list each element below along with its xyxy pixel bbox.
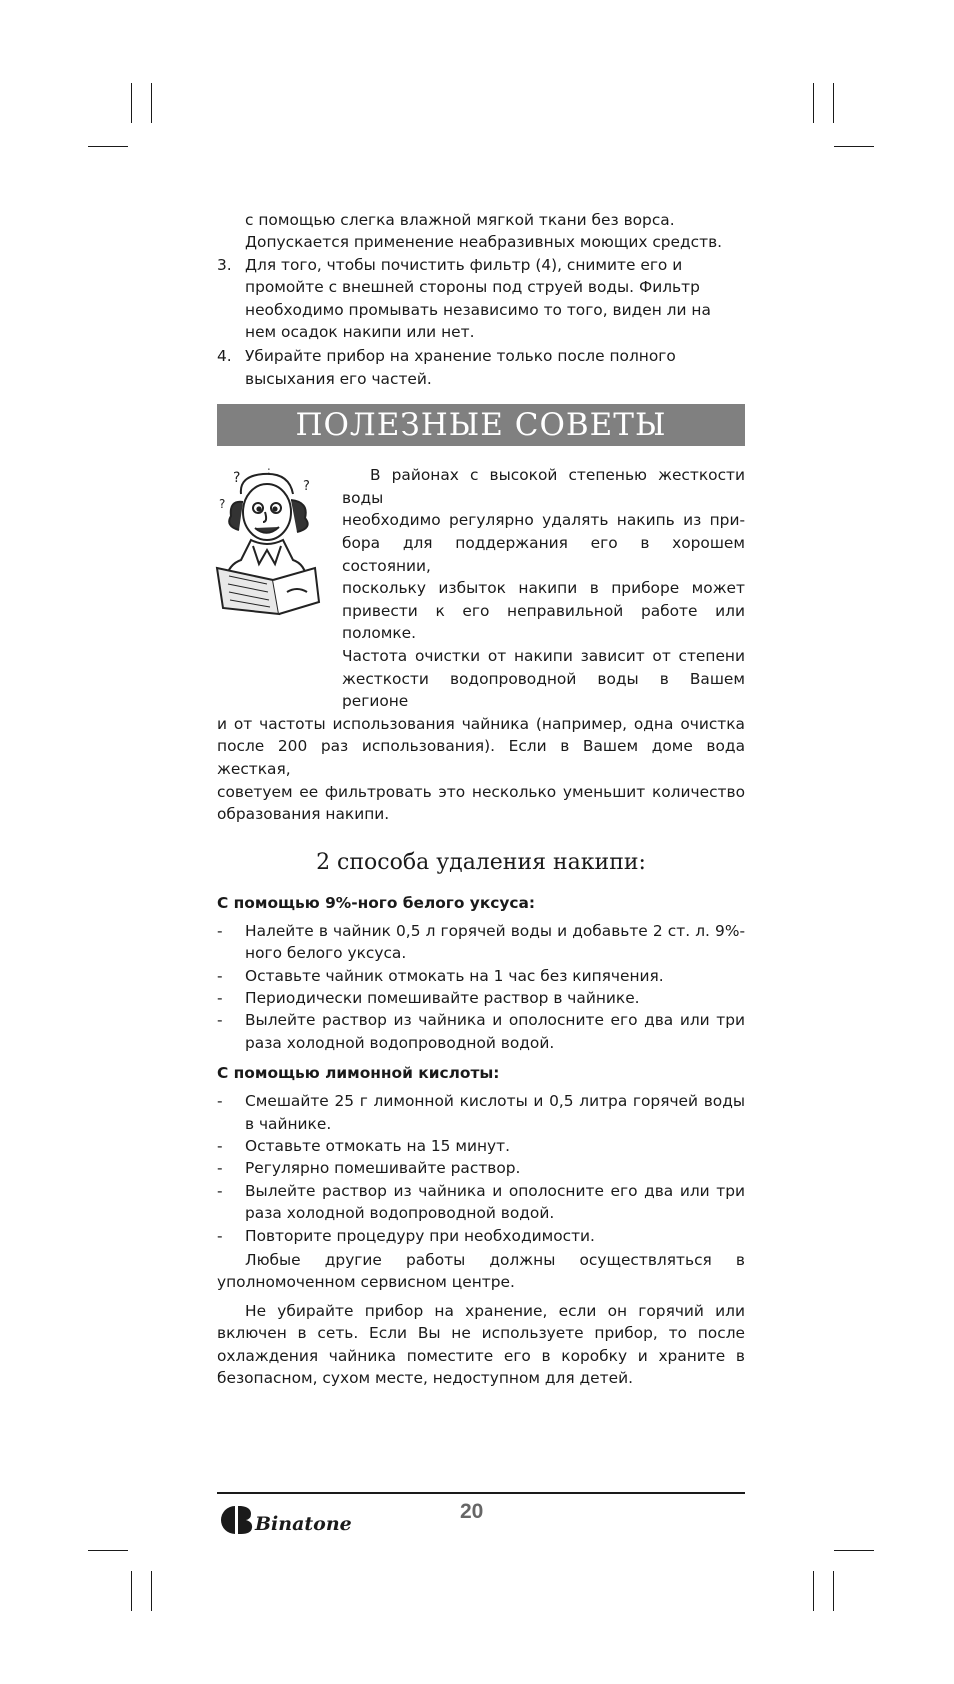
text-line: нем осадок накипи или нет. [245, 323, 475, 342]
crop-mark [833, 83, 834, 123]
paragraph: Любые другие работы должны осуществляться в уполномоченном сервисном центре. [217, 1251, 745, 1292]
method-heading: С помощью лимонной кислоты: [217, 1064, 500, 1083]
list-item: - Повторите процедуру при необходимости. [217, 1226, 595, 1245]
svg-text:?: ? [219, 497, 226, 512]
text-line: жесткости водопроводной воды в Вашем регионе [342, 669, 745, 711]
svg-text:?: ? [303, 479, 310, 495]
list-item: - Оставьте чайник отмокать на 1 час без кипячения. [217, 966, 664, 985]
text-line: необходимо регулярно удалять накипь из при- [342, 511, 745, 530]
crop-mark [88, 146, 128, 147]
text-line: после 200 раз использования). Если в Вашем доме вода жесткая, [217, 737, 745, 778]
logo-text: Binatone [255, 1513, 352, 1535]
numbered-item [217, 345, 745, 390]
text-line: В районах с высокой степенью жесткости воды [342, 466, 745, 507]
method-list [217, 1090, 745, 1247]
list-item: - Налейте в чайник 0,5 л горячей воды и добавьте 2 ст. л. 9%-ного белого уксуса. [217, 921, 745, 963]
crop-mark [131, 1571, 132, 1611]
item-number: 3. [217, 255, 232, 274]
continuation-text [217, 209, 745, 254]
crop-mark [151, 1571, 152, 1611]
text-line: высыхания его частей. [245, 369, 432, 388]
list-item: - Оставьте отмокать на 15 минут. [217, 1137, 511, 1155]
text-line: Для того, чтобы почистить фильтр (4), снимите его и [245, 255, 683, 274]
binatone-logo [217, 1502, 357, 1538]
list-item: - Регулярно помешивайте раствор. [217, 1159, 521, 1178]
text-line: Допускается применение неабразивных моющих средств. [245, 233, 723, 252]
text-line: привести к его неправильной работе или поломке. [342, 601, 745, 643]
tip-block [217, 464, 745, 826]
crop-mark [813, 1571, 814, 1611]
text-line: необходимо промывать независимо то того, виден ли на [245, 300, 711, 319]
method-list [217, 920, 745, 1054]
reading-man-illustration [211, 464, 331, 624]
text-line: с помощью слегка влажной мягкой ткани без ворса. [245, 211, 675, 229]
text-line: Частота очистки от накипи зависит от степени [342, 647, 745, 665]
text-line: советуем ее фильтровать это несколько уменьшит количество [217, 782, 745, 801]
section-banner: ПОЛЕЗНЫЕ СОВЕТЫ [217, 404, 745, 446]
crop-mark [834, 146, 874, 147]
list-item: - Смешайте 25 г лимонной кислоты и 0,5 литра горячей воды в чайнике. [217, 1092, 745, 1133]
subheading: 2 способа удаления накипи: [316, 849, 646, 875]
paragraph: Не убирайте прибор на хранение, если он горячий или включен в сеть. Если Вы не используете прибор, то после охлаждения чайника поместите его в коробку и храните в безопасном, сухом месте, недоступном для детей. [217, 1301, 745, 1388]
crop-mark [834, 1550, 874, 1551]
crop-mark [131, 83, 132, 123]
list-item: - Периодически помешивайте раствор в чайнике. [217, 988, 640, 1007]
text-line: образования накипи. [217, 805, 390, 824]
crop-mark [88, 1550, 128, 1551]
text-line: поскольку избыток накипи в приборе может [342, 579, 745, 598]
item-number: 4. [217, 347, 232, 366]
list-item: - Вылейте раствор из чайника и ополосните его два или три раза холодной водопроводной водой. [217, 1011, 745, 1052]
page-number: 20 [460, 1500, 484, 1523]
text-line: Убирайте прибор на хранение только после полного [245, 347, 676, 366]
list-item: - Вылейте раствор из чайника и ополосните его два или три раза холодной водопроводной водой. [217, 1181, 745, 1223]
svg-text:?: ? [233, 470, 241, 487]
crop-mark [151, 83, 152, 123]
text-line: и от частоты использования чайника (например, одна очистка [217, 714, 745, 733]
numbered-item [217, 254, 745, 344]
crop-mark [833, 1571, 834, 1611]
method-heading: С помощью 9%-ного белого уксуса: [217, 893, 536, 912]
page-content [217, 209, 745, 1395]
text-line: бора для поддержания его в хорошем состоянии, [342, 534, 745, 575]
text-line: промойте с внешней стороны под струей воды. Фильтр [245, 278, 700, 297]
svg-text::: : [267, 464, 271, 478]
logo-mark-icon [221, 1506, 235, 1534]
footer-rule [217, 1492, 745, 1494]
crop-mark [813, 83, 814, 123]
